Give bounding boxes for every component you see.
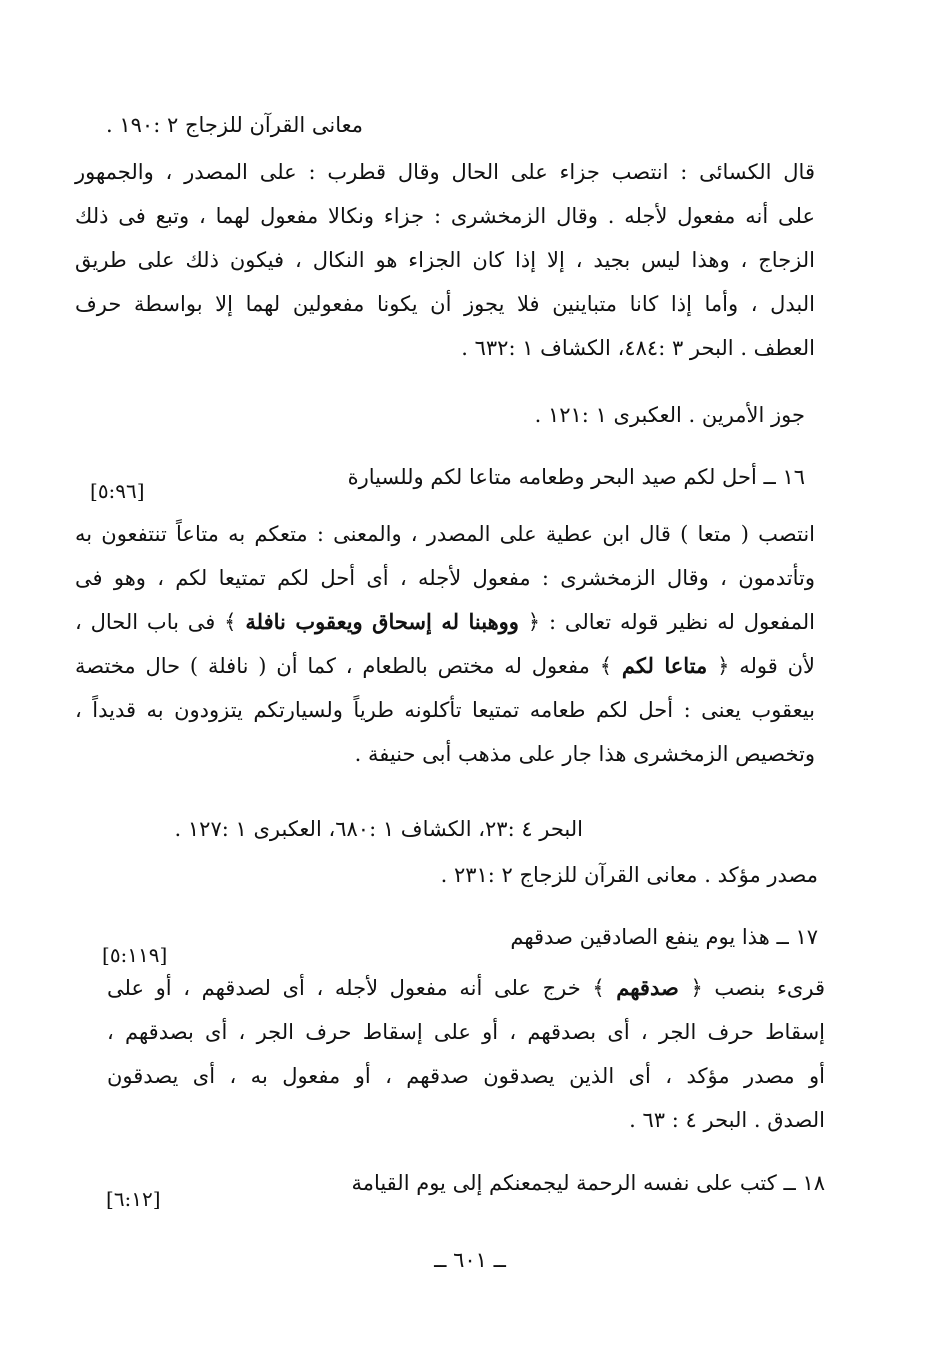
text-line: قال الكسائى : انتصب جزاء على الحال وقال قطرب : على المصدر ، والجمهور (75, 160, 815, 184)
quran-quote: متاعا لكم (621, 653, 708, 678)
text-line (75, 600, 815, 644)
text-fragment: قرىء بنصب ﴿ (690, 976, 825, 1000)
paragraph-17 (107, 966, 825, 1142)
text-line: انتصب ( متعا ) قال ابن عطية على المصدر ، والمعنى : متعكم به متاعاً تنتفعون به (75, 522, 815, 546)
text-line: وتخصيص الزمخشرى هذا جار على مذهب أبى حنيفة . (354, 742, 815, 766)
paragraph-16 (75, 512, 815, 776)
reference-maani: معانى القرآن للزجاج ٢ :١٩٠ . (106, 113, 363, 137)
text-line: البدل ، وأما إذا كانا متباينين فلا يجوز أن يكونا مفعولين لهما إلا بواسطة حرف (75, 292, 815, 316)
text-line: الزجاج ، وهذا ليس بجيد ، إلا إذا كان الجزاء هو النكال ، فيكون ذلك على طريق (75, 248, 815, 272)
verse-heading-18: ١٨ ــ كتب على نفسه الرحمة ليجمعنكم إلى يوم القيامة (351, 1171, 825, 1195)
text-line: وتأتدمون ، وقال الزمخشرى : مفعول لأجله ، أى أحل لكم تمتيعا لكم ، وهو فى (75, 566, 815, 590)
text-fragment: ﴾ مفعول له مختص بالطعام ، كما أن ( نافلة ) حال مختصة (75, 654, 613, 678)
reference-16-a: البحر ٤ :٢٣، الكشاف ١ :٦٨٠، العكبرى ١ :١٢٧ . (174, 817, 583, 841)
text-line (75, 644, 815, 688)
text-line (107, 966, 825, 1010)
quran-quote: صدقهم (616, 975, 679, 1000)
quran-quote: ووهبنا له إسحاق ويعقوب نافلة (245, 609, 519, 634)
text-fragment: ﴾ خرج على أنه مفعول لأجله ، أى لصدقهم ، أو على (107, 976, 605, 1000)
verse-heading-16: ١٦ ــ أحل لكم صيد البحر وطعامه متاعا لكم وللسيارة (347, 465, 805, 489)
verse-ref-18: [٦:١٢] (106, 1187, 161, 1211)
text-line: العطف . البحر ٣ :٤٨٤، الكشاف ١ :٦٣٢ . (461, 336, 815, 360)
page-number: ــ ٦٠١ ــ (434, 1248, 506, 1272)
verse-ref-17: [٥:١١٩] (102, 943, 168, 967)
jawz-line: جوز الأمرين . العكبرى ١ :١٢١ . (534, 403, 805, 427)
text-line: أو مصدر مؤكد ، أى الذين يصدقون صدقهم ، أو مفعول به ، أى يصدقون (107, 1064, 825, 1088)
text-fragment: المفعول له نظير قوله تعالى : ﴿ (527, 610, 815, 634)
text-fragment: لأن قوله ﴿ (717, 654, 815, 678)
text-line: بيعقوب يعنى : أحل لكم طعامه تمتيعا تأكلونه طرياً ولسيارتكم يتزودون به قديداً ، (75, 698, 815, 722)
verse-heading-17: ١٧ ــ هذا يوم ينفع الصادقين صدقهم (510, 925, 818, 949)
text-line: الصدق . البحر ٤ : ٦٣ . (629, 1108, 825, 1132)
verse-ref-16: [٥:٩٦] (90, 479, 145, 503)
reference-16-b: مصدر مؤكد . معانى القرآن للزجاج ٢ :٢٣١ . (440, 863, 818, 887)
text-fragment: ﴾ فى باب الحال ، (75, 610, 237, 634)
text-line: على أنه مفعول لأجله . وقال الزمخشرى : جزاء ونكالا مفعول لهما ، وتبع فى ذلك (75, 204, 815, 228)
text-line: إسقاط حرف الجر ، أى بصدقهم ، أو على إسقاط حرف الجر ، أى بصدقهم ، (107, 1020, 825, 1044)
paragraph-kisai (75, 150, 815, 370)
